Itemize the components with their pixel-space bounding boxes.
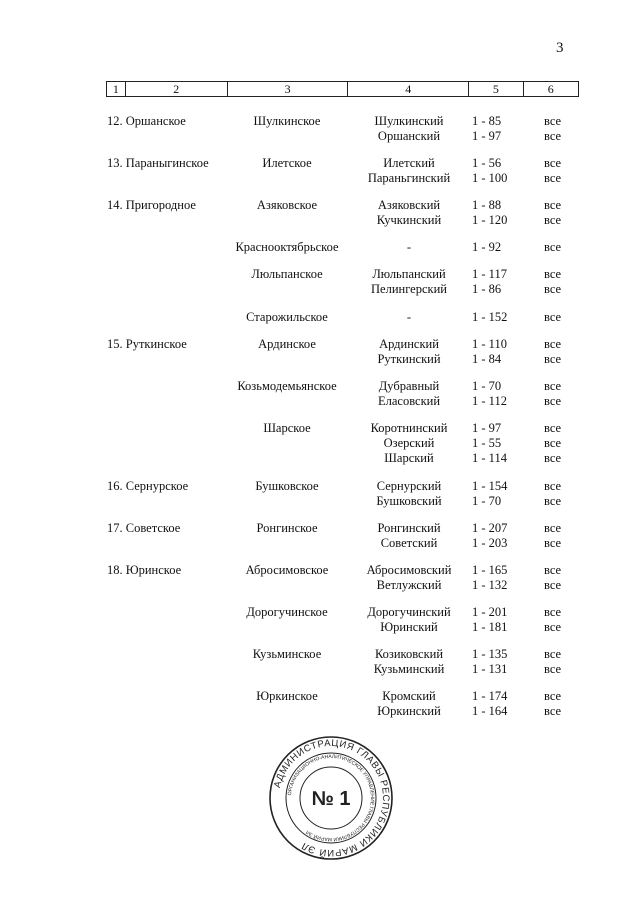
settlement-name: Дорогучинское xyxy=(246,605,328,619)
locality-name: Азяковский xyxy=(377,198,441,212)
district-name: 14. Пригородное xyxy=(107,198,196,212)
scope-value: все xyxy=(544,156,562,170)
locality-name: Козиковский xyxy=(374,647,444,661)
svg-text:ОРГАНИЗАЦИОННО-АНАЛИТИЧЕСКОЕ У: ОРГАНИЗАЦИОННО-АНАЛИТИЧЕСКОЕ УПРАВЛЕНИЕ ГЛАВЫ РЕСПУБЛИКИ МАРИЙ ЭЛ xyxy=(287,753,376,843)
settlement-name: Ронгинское xyxy=(256,521,318,535)
scope-value: все xyxy=(544,171,562,185)
scope-value: все xyxy=(544,282,562,296)
locality-name: Ардинский xyxy=(379,337,439,351)
number-range: 1 - 120 xyxy=(472,213,508,227)
locality-name: - xyxy=(406,310,412,324)
number-range: 1 - 117 xyxy=(472,267,507,281)
scope-value: все xyxy=(544,240,562,254)
locality-name: Руткинский xyxy=(377,352,441,366)
scope-value: все xyxy=(544,605,562,619)
locality-name: - xyxy=(406,240,412,254)
number-range: 1 - 174 xyxy=(472,689,508,703)
locality-name: Бушковский xyxy=(376,494,442,508)
number-range: 1 - 86 xyxy=(472,282,502,296)
settlement-name: Бушковское xyxy=(255,479,319,493)
number-range: 1 - 56 xyxy=(472,156,502,170)
page-number: 3 xyxy=(556,40,564,56)
locality-name: Кучкинский xyxy=(376,213,442,227)
district-name: 16. Сернурское xyxy=(107,479,189,493)
number-range: 1 - 152 xyxy=(472,310,508,324)
scope-value: все xyxy=(544,337,562,351)
column-header-row xyxy=(107,82,579,97)
number-range: 1 - 165 xyxy=(472,563,508,577)
number-range: 1 - 112 xyxy=(472,394,507,408)
number-range: 1 - 97 xyxy=(472,129,502,143)
scope-value: все xyxy=(544,494,562,508)
scope-value: все xyxy=(544,521,562,535)
locality-name: Ветлужский xyxy=(376,578,442,592)
number-range: 1 - 55 xyxy=(472,436,502,450)
column-header-table xyxy=(106,81,579,97)
svg-text:№ 1: № 1 xyxy=(311,788,351,810)
scope-value: все xyxy=(544,704,562,718)
district-name: 15. Руткинское xyxy=(107,337,187,351)
locality-name: Кузьминский xyxy=(373,662,445,676)
column-header-1: 1 xyxy=(107,82,126,97)
number-range: 1 - 110 xyxy=(472,337,507,351)
settlement-name: Азяковское xyxy=(256,198,318,212)
locality-name: Абросимовский xyxy=(366,563,452,577)
column-header-5: 5 xyxy=(469,82,523,97)
scope-value: все xyxy=(544,647,562,661)
locality-name: Советский xyxy=(380,536,438,550)
number-range: 1 - 207 xyxy=(472,521,508,535)
scope-value: все xyxy=(544,563,562,577)
settlement-name: Шулкинское xyxy=(253,114,321,128)
scope-value: все xyxy=(544,689,562,703)
scope-value: все xyxy=(544,479,562,493)
number-range: 1 - 92 xyxy=(472,240,502,254)
number-range: 1 - 85 xyxy=(472,114,502,128)
column-header-2: 2 xyxy=(125,82,227,97)
number-range: 1 - 100 xyxy=(472,171,508,185)
settlement-name: Илетское xyxy=(262,156,312,170)
scope-value: все xyxy=(544,352,562,366)
district-name: 13. Параныгинское xyxy=(107,156,209,170)
scope-value: все xyxy=(544,114,562,128)
locality-name: Сернурский xyxy=(376,479,442,493)
number-range: 1 - 131 xyxy=(472,662,508,676)
number-range: 1 - 201 xyxy=(472,605,508,619)
scope-value: все xyxy=(544,620,562,634)
number-range: 1 - 203 xyxy=(472,536,508,550)
district-name: 17. Советское xyxy=(107,521,181,535)
number-range: 1 - 97 xyxy=(472,421,502,435)
scope-value: все xyxy=(544,536,562,550)
number-range: 1 - 70 xyxy=(472,379,502,393)
district-name: 12. Оршанское xyxy=(107,114,186,128)
locality-name: Ронгинский xyxy=(377,521,441,535)
locality-name: Озерский xyxy=(383,436,435,450)
locality-name: Еласовский xyxy=(377,394,441,408)
locality-name: Пелингерский xyxy=(371,282,447,296)
settlement-name: Кузьминское xyxy=(252,647,322,661)
settlement-name: Абросимовское xyxy=(245,563,329,577)
settlement-name: Краснооктябрьское xyxy=(235,240,339,254)
scope-value: все xyxy=(544,213,562,227)
scope-value: все xyxy=(544,578,562,592)
number-range: 1 - 164 xyxy=(472,704,508,718)
number-range: 1 - 88 xyxy=(472,198,502,212)
settlement-name: Люльпанское xyxy=(251,267,323,281)
settlement-name: Юркинское xyxy=(256,689,318,703)
column-header-4: 4 xyxy=(348,82,469,97)
scope-value: все xyxy=(544,662,562,676)
locality-name: Илетский xyxy=(383,156,435,170)
number-range: 1 - 114 xyxy=(472,451,507,465)
locality-name: Дорогучинский xyxy=(367,605,451,619)
scope-value: все xyxy=(544,394,562,408)
settlement-name: Ардинское xyxy=(258,337,316,351)
locality-name: Юркинский xyxy=(377,704,441,718)
scope-value: все xyxy=(544,451,562,465)
scope-value: все xyxy=(544,198,562,212)
seal-stamp xyxy=(268,735,394,861)
column-header-6: 6 xyxy=(523,82,578,97)
number-range: 1 - 70 xyxy=(472,494,502,508)
number-range: 1 - 181 xyxy=(472,620,508,634)
locality-name: Шарский xyxy=(384,451,434,465)
locality-name: Кромский xyxy=(382,689,436,703)
settlement-name: Старожильское xyxy=(246,310,328,324)
number-range: 1 - 135 xyxy=(472,647,508,661)
scope-value: все xyxy=(544,310,562,324)
scope-value: все xyxy=(544,436,562,450)
scope-value: все xyxy=(544,421,562,435)
scope-value: все xyxy=(544,379,562,393)
column-header-3: 3 xyxy=(227,82,348,97)
locality-name: Юринский xyxy=(380,620,438,634)
scope-value: все xyxy=(544,267,562,281)
number-range: 1 - 132 xyxy=(472,578,508,592)
district-name: 18. Юринское xyxy=(107,563,182,577)
settlement-name: Шарское xyxy=(263,421,311,435)
locality-name: Шулкинский xyxy=(374,114,444,128)
locality-name: Дубравный xyxy=(378,379,440,393)
locality-name: Параньгинский xyxy=(367,171,451,185)
number-range: 1 - 154 xyxy=(472,479,508,493)
locality-name: Люльпанский xyxy=(372,267,446,281)
locality-name: Коротнинский xyxy=(370,421,448,435)
scope-value: все xyxy=(544,129,562,143)
locality-name: Оршанский xyxy=(377,129,441,143)
svg-text:АДМИНИСТРАЦИЯ ГЛАВЫ РЕСПУБЛИКИ: АДМИНИСТРАЦИЯ ГЛАВЫ РЕСПУБЛИКИ МАРИЙ ЭЛ xyxy=(272,737,392,859)
settlement-name: Козьмодемьянское xyxy=(237,379,337,393)
number-range: 1 - 84 xyxy=(472,352,502,366)
